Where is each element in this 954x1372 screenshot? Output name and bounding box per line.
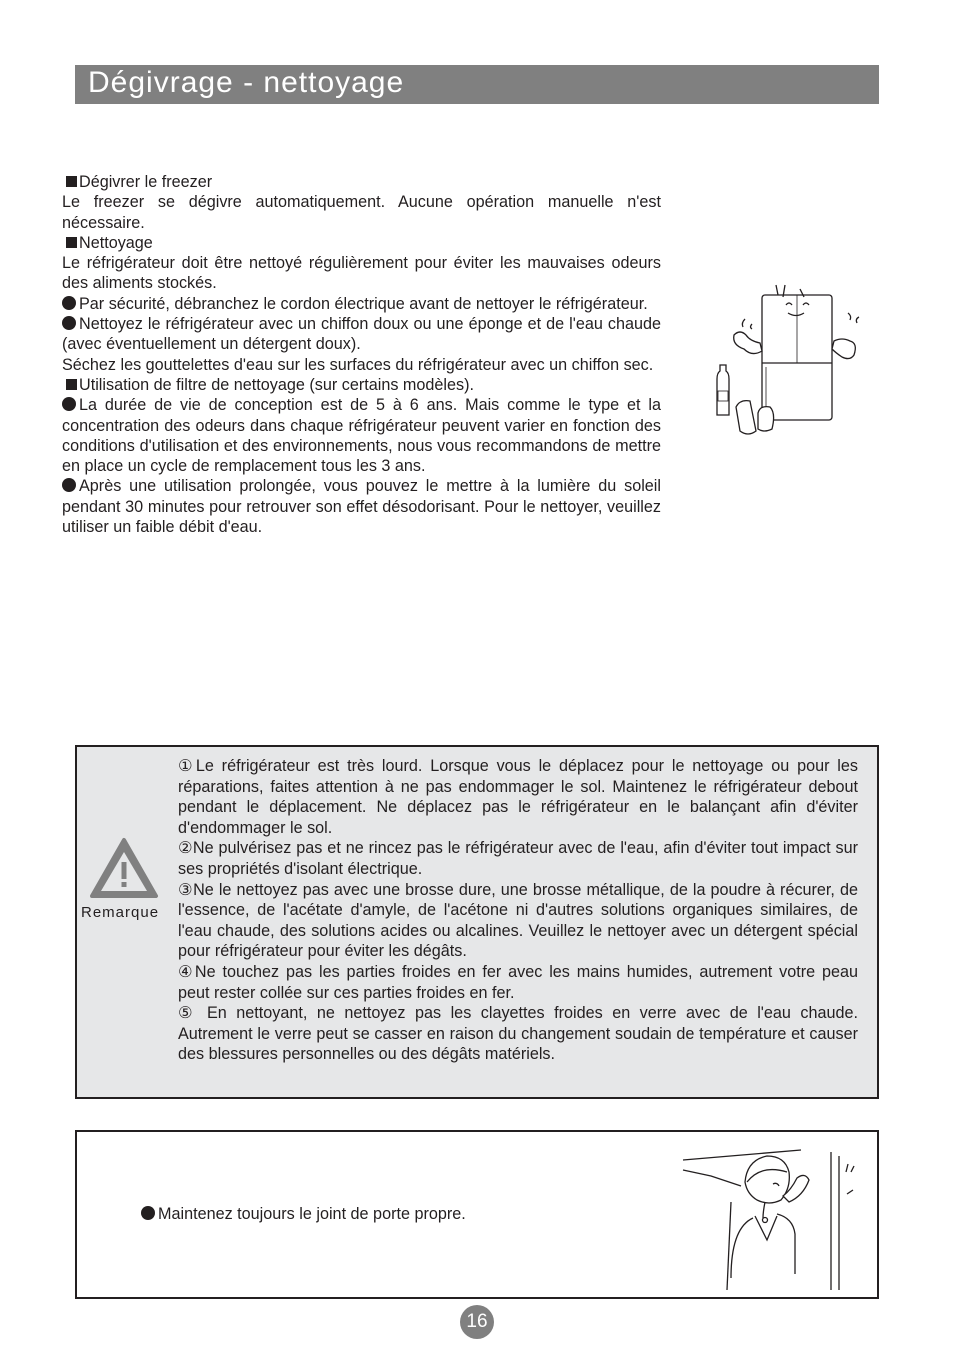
remark-item: ③Ne le nettoyez pas avec une brosse dure, une brosse métallique, de la poudre à récurer, de l'essence, de l'acétate d'amyle, de l'acétone ni d'autres solutions organiques similaires, de l'eau chaude, des solutions acides ou alcalines. Veuillez le nettoyer avec un détergent spécial pour réfrigérateur pour éviter les dégâts.	[178, 880, 858, 961]
cleaning-text: Le réfrigérateur doit être nettoyé régulièrement pour éviter les mauvaises odeurs des aliments stockés.	[62, 254, 661, 293]
cloth-bullet: Nettoyez le réfrigérateur avec un chiffon doux ou une éponge et de l'eau chaude (avec éventuellement un détergent doux).	[62, 315, 661, 354]
remark-item: ②Ne pulvérisez pas et ne rincez pas le réfrigérateur avec de l'eau, afin d'éviter tout impact sur ses propriétés d'isolant électrique.	[178, 839, 858, 878]
page-title: Dégivrage - nettoyage	[88, 66, 405, 99]
safety-bullet: Par sécurité, débranchez le cordon électrique avant de nettoyer le réfrigérateur.	[62, 294, 661, 314]
page-number: 16	[460, 1305, 494, 1339]
round-bullet-icon	[62, 478, 76, 492]
defrost-text: Le freezer se dégivre automatiquement. Aucune opération manuelle n'est nécessaire.	[62, 193, 661, 232]
filter-heading: Utilisation de filtre de nettoyage (sur certains modèles).	[62, 375, 661, 395]
door-seal-tip: Maintenez toujours le joint de porte propre.	[141, 1205, 466, 1224]
round-bullet-icon	[141, 1206, 155, 1220]
round-bullet-icon	[62, 296, 76, 310]
remarks-box	[75, 745, 879, 1099]
round-bullet-icon	[62, 316, 76, 330]
cleaning-heading: Nettoyage	[62, 233, 661, 253]
lifespan-bullet: La durée de vie de conception est de 5 à 6 ans. Mais comme le type et la concentration des odeurs dans chaque réfrigérateur peuvent varier en fonction des conditions d'utilisation et des environnements, nous vous recommandons de mettre en place un cycle de remplacement tous les 3 ans.	[62, 396, 661, 476]
remark-item: ⑤ En nettoyant, ne nettoyez pas les clayettes froides en verre avec de l'eau chaude. Autrement le verre peut se casser en raison du changement soudain de température et causer des blessures personnelles ou des dégâts matériels.	[178, 1004, 858, 1064]
remark-label: Remarque	[81, 904, 160, 921]
title-bar	[75, 65, 879, 104]
main-instructions	[62, 172, 661, 537]
square-bullet-icon	[66, 176, 77, 187]
remarks-list	[178, 756, 858, 1065]
sun-bullet: Après une utilisation prolongée, vous pouvez le mettre à la lumière du soleil pendant 30 minutes pour retrouver son effet désodorisant. Pour le nettoyer, veuillez utiliser un faible débit d'eau.	[62, 477, 661, 537]
remark-item: ①Le réfrigérateur est très lourd. Lorsque vous le déplacez pour le nettoyage ou pour les réparations, faites attention à ne pas endommager le sol. Maintenez le réfrigérateur debout pendant le déplacement. Ne déplacez pas le réfrigérateur en le balançant afin d'éviter d'endommager le sol.	[178, 757, 858, 837]
warning-icon	[89, 837, 159, 899]
door-seal-tip-box	[75, 1130, 879, 1299]
square-bullet-icon	[66, 379, 77, 390]
remark-item: ④Ne touchez pas les parties froides en fer avec les mains humides, autrement votre peau peut rester collée sur ces parties froides en fer.	[178, 962, 858, 1002]
square-bullet-icon	[66, 237, 77, 248]
fridge-cleaning-illustration	[700, 283, 865, 451]
door-seal-cleaning-illustration	[681, 1142, 861, 1292]
dry-text: Séchez les gouttelettes d'eau sur les surfaces du réfrigérateur avec un chiffon sec.	[62, 355, 654, 374]
defrost-heading: Dégivrer le freezer	[62, 172, 661, 192]
round-bullet-icon	[62, 397, 76, 411]
